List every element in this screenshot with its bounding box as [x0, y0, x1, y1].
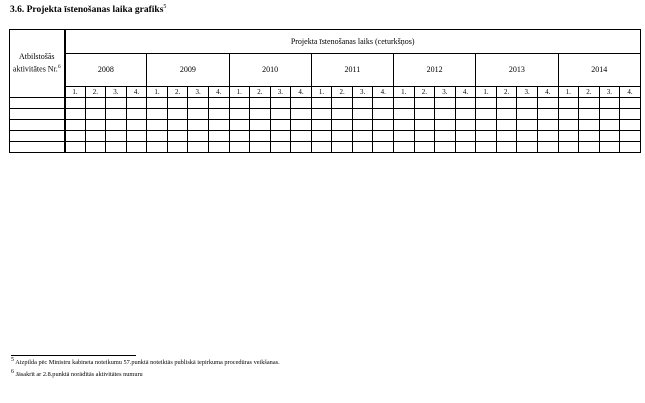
quarter-header: 4. [373, 87, 394, 98]
quarter-cell[interactable] [394, 131, 415, 142]
footnote-6-ref: 6 [11, 368, 14, 375]
quarter-cell[interactable] [476, 142, 497, 153]
quarter-cell[interactable] [435, 109, 456, 120]
year-header: 2014 [558, 54, 640, 87]
quarter-cell[interactable] [599, 98, 620, 109]
quarter-header: 1. [311, 87, 332, 98]
quarter-cell[interactable] [167, 98, 188, 109]
quarter-cell[interactable] [599, 120, 620, 131]
quarter-header: 1. [147, 87, 168, 98]
year-header: 2012 [394, 54, 476, 87]
quarter-cell[interactable] [496, 142, 517, 153]
period-header: Projekta īstenošanas laiks (ceturkšņos) [65, 30, 641, 54]
quarter-cell[interactable] [167, 109, 188, 120]
quarter-cell[interactable] [373, 120, 394, 131]
activity-number-cell[interactable] [10, 131, 65, 142]
quarter-cell[interactable] [414, 120, 435, 131]
quarter-cell[interactable] [517, 131, 538, 142]
quarter-cell[interactable] [373, 142, 394, 153]
quarter-cell[interactable] [188, 131, 209, 142]
quarter-cell[interactable] [496, 98, 517, 109]
quarter-cell[interactable] [558, 109, 579, 120]
quarter-cell[interactable] [352, 109, 373, 120]
quarter-header: 3. [106, 87, 127, 98]
quarter-cell[interactable] [167, 131, 188, 142]
quarter-cell[interactable] [147, 120, 168, 131]
quarter-cell[interactable] [311, 131, 332, 142]
quarter-cell[interactable] [332, 142, 353, 153]
quarter-cell[interactable] [394, 98, 415, 109]
quarter-header: 2. [85, 87, 106, 98]
schedule-table [9, 29, 641, 153]
year-header: 2009 [147, 54, 229, 87]
quarter-cell[interactable] [352, 142, 373, 153]
quarter-cell[interactable] [435, 142, 456, 153]
quarter-header: 3. [517, 87, 538, 98]
quarter-cell[interactable] [270, 98, 291, 109]
activity-number-header [10, 30, 65, 98]
quarter-cell[interactable] [558, 131, 579, 142]
quarter-header: 2. [332, 87, 353, 98]
quarter-cell[interactable] [414, 131, 435, 142]
quarter-cell[interactable] [208, 98, 229, 109]
quarter-cell[interactable] [476, 98, 497, 109]
quarter-header: 4. [126, 87, 147, 98]
quarter-cell[interactable] [414, 98, 435, 109]
footnote-6 [11, 368, 143, 378]
quarter-cell[interactable] [126, 142, 147, 153]
quarter-cell[interactable] [85, 98, 106, 109]
quarter-cell[interactable] [229, 98, 250, 109]
quarter-cell[interactable] [455, 120, 476, 131]
header-row-years [10, 54, 641, 87]
year-header: 2013 [476, 54, 558, 87]
quarter-cell[interactable] [435, 131, 456, 142]
quarter-header: 3. [188, 87, 209, 98]
quarter-cell[interactable] [476, 131, 497, 142]
section-heading-text: 3.6. Projekta īstenošanas laika grafiks [10, 5, 164, 15]
quarter-cell[interactable] [250, 120, 271, 131]
quarter-cell[interactable] [250, 142, 271, 153]
table-row [10, 142, 641, 153]
quarter-cell[interactable] [435, 120, 456, 131]
quarter-cell[interactable] [65, 142, 86, 153]
quarter-header: 1. [558, 87, 579, 98]
quarter-cell[interactable] [85, 142, 106, 153]
quarter-cell[interactable] [332, 131, 353, 142]
quarter-cell[interactable] [599, 142, 620, 153]
quarter-cell[interactable] [558, 142, 579, 153]
quarter-cell[interactable] [229, 109, 250, 120]
quarter-cell[interactable] [579, 98, 600, 109]
quarter-header: 3. [599, 87, 620, 98]
quarter-cell[interactable] [106, 120, 127, 131]
quarter-cell[interactable] [208, 142, 229, 153]
quarter-cell[interactable] [250, 131, 271, 142]
quarter-cell[interactable] [147, 142, 168, 153]
quarter-cell[interactable] [455, 109, 476, 120]
quarter-cell[interactable] [250, 109, 271, 120]
quarter-cell[interactable] [106, 109, 127, 120]
quarter-cell[interactable] [229, 131, 250, 142]
quarter-cell[interactable] [188, 142, 209, 153]
quarter-cell[interactable] [126, 98, 147, 109]
quarter-cell[interactable] [147, 131, 168, 142]
quarter-cell[interactable] [352, 131, 373, 142]
footnote-5-ref: 5 [11, 356, 14, 363]
quarter-header: 2. [579, 87, 600, 98]
quarter-cell[interactable] [455, 131, 476, 142]
quarter-cell[interactable] [65, 98, 86, 109]
quarter-cell[interactable] [188, 98, 209, 109]
quarter-cell[interactable] [291, 120, 312, 131]
quarter-cell[interactable] [311, 98, 332, 109]
quarter-cell[interactable] [558, 120, 579, 131]
quarter-cell[interactable] [620, 142, 641, 153]
quarter-cell[interactable] [126, 109, 147, 120]
header-row-quarters [10, 87, 641, 98]
quarter-cell[interactable] [332, 109, 353, 120]
quarter-cell[interactable] [352, 98, 373, 109]
quarter-cell[interactable] [496, 109, 517, 120]
quarter-cell[interactable] [65, 131, 86, 142]
quarter-cell[interactable] [291, 98, 312, 109]
quarter-cell[interactable] [208, 131, 229, 142]
quarter-cell[interactable] [332, 120, 353, 131]
quarter-cell[interactable] [106, 98, 127, 109]
quarter-cell[interactable] [208, 109, 229, 120]
quarter-cell[interactable] [455, 98, 476, 109]
quarter-header: 2. [414, 87, 435, 98]
quarter-cell[interactable] [455, 142, 476, 153]
quarter-cell[interactable] [188, 109, 209, 120]
quarter-cell[interactable] [394, 109, 415, 120]
quarter-cell[interactable] [311, 109, 332, 120]
quarter-cell[interactable] [167, 120, 188, 131]
quarter-cell[interactable] [65, 109, 86, 120]
quarter-cell[interactable] [270, 131, 291, 142]
footnote-5 [11, 356, 280, 366]
quarter-cell[interactable] [599, 131, 620, 142]
quarter-cell[interactable] [270, 142, 291, 153]
quarter-cell[interactable] [537, 120, 558, 131]
quarter-cell[interactable] [229, 142, 250, 153]
quarter-header: 3. [270, 87, 291, 98]
quarter-cell[interactable] [620, 98, 641, 109]
quarter-cell[interactable] [85, 131, 106, 142]
footnote-separator [11, 355, 136, 356]
quarter-cell[interactable] [126, 131, 147, 142]
quarter-cell[interactable] [373, 131, 394, 142]
quarter-cell[interactable] [394, 142, 415, 153]
activity-number-cell[interactable] [10, 98, 65, 109]
quarter-cell[interactable] [435, 98, 456, 109]
quarter-cell[interactable] [208, 120, 229, 131]
quarter-cell[interactable] [85, 120, 106, 131]
activity-number-header-text: Atbilstošās aktivitātes Nr. [12, 52, 58, 74]
quarter-cell[interactable] [352, 120, 373, 131]
table-row [10, 98, 641, 109]
quarter-cell[interactable] [270, 109, 291, 120]
quarter-cell[interactable] [167, 142, 188, 153]
quarter-cell[interactable] [414, 109, 435, 120]
quarter-cell[interactable] [291, 142, 312, 153]
table-row [10, 131, 641, 142]
table-row [10, 120, 641, 131]
quarter-cell[interactable] [106, 142, 127, 153]
quarter-cell[interactable] [620, 131, 641, 142]
quarter-header: 2. [167, 87, 188, 98]
quarter-cell[interactable] [517, 142, 538, 153]
quarter-header: 1. [229, 87, 250, 98]
activity-footnote-ref: 6 [57, 64, 61, 71]
quarter-cell[interactable] [85, 109, 106, 120]
quarter-header: 1. [394, 87, 415, 98]
header-row-period [10, 30, 641, 54]
activity-number-cell[interactable] [10, 120, 65, 131]
quarter-cell[interactable] [579, 142, 600, 153]
quarter-cell[interactable] [250, 98, 271, 109]
quarter-cell[interactable] [537, 142, 558, 153]
quarter-cell[interactable] [373, 109, 394, 120]
quarter-cell[interactable] [126, 120, 147, 131]
quarter-header: 4. [291, 87, 312, 98]
quarter-cell[interactable] [517, 98, 538, 109]
quarter-cell[interactable] [188, 120, 209, 131]
quarter-cell[interactable] [476, 109, 497, 120]
quarter-cell[interactable] [332, 98, 353, 109]
quarter-cell[interactable] [599, 109, 620, 120]
quarter-header: 3. [352, 87, 373, 98]
quarter-header: 2. [496, 87, 517, 98]
quarter-header: 4. [208, 87, 229, 98]
quarter-cell[interactable] [373, 98, 394, 109]
quarter-header: 4. [455, 87, 476, 98]
quarter-cell[interactable] [496, 120, 517, 131]
quarter-cell[interactable] [106, 131, 127, 142]
quarter-header: 1. [65, 87, 86, 98]
activity-number-cell[interactable] [10, 109, 65, 120]
year-header: 2011 [311, 54, 393, 87]
quarter-cell[interactable] [291, 131, 312, 142]
quarter-header: 4. [537, 87, 558, 98]
quarter-cell[interactable] [65, 120, 86, 131]
footnote-6-text: Jāsakrīt ar 2.8.punktā norādītās aktivitātes numuru [15, 371, 143, 378]
quarter-cell[interactable] [537, 131, 558, 142]
quarter-cell[interactable] [147, 109, 168, 120]
quarter-cell[interactable] [620, 120, 641, 131]
quarter-cell[interactable] [558, 98, 579, 109]
quarter-cell[interactable] [537, 98, 558, 109]
section-heading [10, 5, 166, 15]
quarter-cell[interactable] [229, 120, 250, 131]
quarter-cell[interactable] [517, 120, 538, 131]
quarter-cell[interactable] [394, 120, 415, 131]
heading-footnote-ref: 5 [163, 3, 167, 10]
quarter-cell[interactable] [311, 120, 332, 131]
year-header: 2008 [65, 54, 147, 87]
year-header: 2010 [229, 54, 311, 87]
activity-number-cell[interactable] [10, 142, 65, 153]
quarter-header: 3. [435, 87, 456, 98]
table-row [10, 109, 641, 120]
footnote-5-text: Aizpilda pēc Ministru kabineta noteikumu 57.punktā noteiktās publiskā iepirkuma procedūras veikšanas. [15, 359, 280, 366]
quarter-cell[interactable] [270, 120, 291, 131]
quarter-cell[interactable] [579, 131, 600, 142]
quarter-cell[interactable] [537, 109, 558, 120]
quarter-header: 4. [620, 87, 641, 98]
quarter-header: 2. [250, 87, 271, 98]
quarter-cell[interactable] [476, 120, 497, 131]
quarter-cell[interactable] [620, 109, 641, 120]
quarter-cell[interactable] [311, 142, 332, 153]
quarter-header: 1. [476, 87, 497, 98]
quarter-cell[interactable] [579, 109, 600, 120]
quarter-cell[interactable] [579, 120, 600, 131]
quarter-cell[interactable] [291, 109, 312, 120]
quarter-cell[interactable] [414, 142, 435, 153]
quarter-cell[interactable] [517, 109, 538, 120]
quarter-cell[interactable] [147, 98, 168, 109]
quarter-cell[interactable] [496, 131, 517, 142]
